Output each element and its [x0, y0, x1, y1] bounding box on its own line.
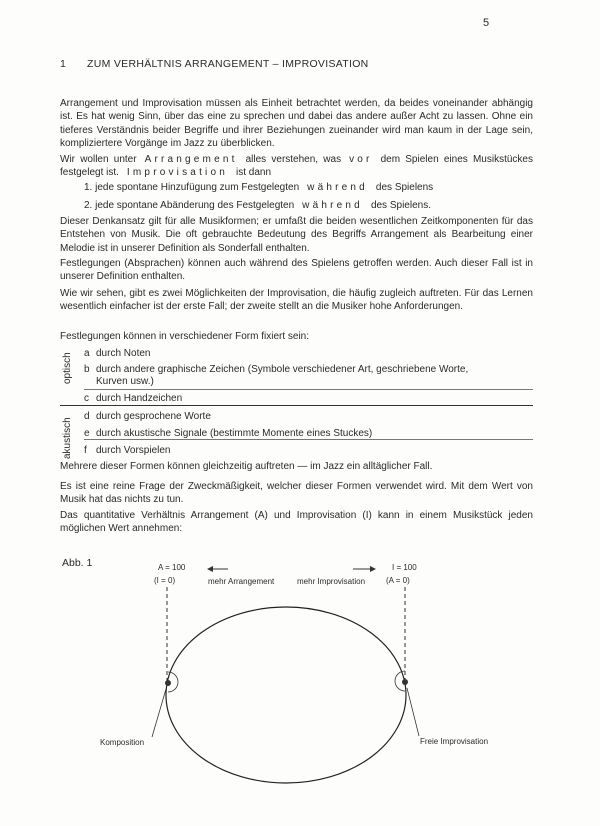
figure-label: Abb. 1 — [62, 557, 93, 569]
paragraph-1: Arrangement und Improvisation müssen als Einheit betrachtet werden, da beides voneinander abhängig ist. Es hat wenig Sinn, über das eine zu sprechen und dabei das andere außer Acht zu lassen. Ohne ein tieferes Verständnis beider Begriffe und ihrer Beziehungen zueinander wird man kaum in der Lage sein, kompliziertere Vorgänge im Jazz zu überblicken. — [60, 98, 533, 150]
label-mehr-arrangement: mehr Arrangement — [208, 577, 275, 586]
chapter-title: ZUM VERHÄLTNIS ARRANGEMENT – IMPROVISATION — [87, 58, 369, 70]
item-letter: a — [84, 348, 90, 359]
paragraph-8: Es ist eine reine Frage der Zweckmäßigkeit, welcher dieser Formen verwendet wird. Mit dem Wert von Musik hat das nichts zu tun. — [60, 481, 533, 506]
item-text: durch Handzeichen — [96, 393, 183, 404]
term-arrangement: Arrangement — [144, 154, 238, 165]
item-letter: d — [84, 411, 90, 422]
item-text: durch akustische Signale (bestimmte Momente eines Stuckes) — [96, 428, 373, 439]
item-letter: b — [84, 364, 90, 375]
point-komposition — [165, 680, 171, 686]
label-mehr-improvisation: mehr Improvisation — [297, 577, 366, 586]
p2-text: alles verstehen, was — [245, 154, 342, 165]
label-freie-improvisation: Freie Improvisation — [420, 737, 489, 746]
item-text: durch Vorspielen — [96, 445, 171, 456]
label-optisch: optisch — [62, 352, 73, 384]
item-letter: f — [84, 445, 87, 456]
p2-text: dem Spielen eines Musikstückes festgelegt ist. — [60, 154, 533, 179]
paragraph-4: Festlegungen (Absprachen) können auch während des Spielens getroffen werden. Auch dieser Fall ist in unserer Definition enthalten. — [60, 258, 533, 283]
list-text: des Spielens — [375, 182, 434, 193]
paragraph-9: Das quantitative Verhältnis Arrangement (A) und Improvisation (I) kann in einem Musikstück jeden möglichen Wert annehmen: — [60, 510, 533, 535]
term-waehrend: während — [302, 200, 363, 211]
point-freie-improvisation — [402, 679, 408, 685]
label-a-0: (A = 0) — [386, 576, 410, 585]
list-text: 1. jede spontane Hinzufügung zum Festgelegten — [84, 182, 300, 193]
page-number: 5 — [483, 17, 490, 29]
label-komposition: Komposition — [100, 738, 145, 747]
item-text: durch Noten — [96, 348, 151, 359]
p2-text: ist dann — [236, 167, 272, 179]
paragraph-6: Festlegungen können in verschiedener Form fixiert sein: — [60, 331, 310, 342]
form-item-b-cont: Kurven usw.) — [96, 376, 154, 387]
label-i-100: I = 100 — [392, 563, 417, 572]
paragraph-5: Wie wir sehen, gibt es zwei Möglichkeiten der Improvisation, die häufig zugleich auftreten. Für das Lernen wesentlich einfacher ist der erste Fall; der zweite stellt an die Musiker hohe Anforderungen. — [60, 288, 533, 313]
term-improvisation: Improvisation — [126, 167, 228, 179]
ellipse — [166, 607, 406, 783]
paragraph-3: Dieser Denkansatz gilt für alle Musikformen; er umfaßt die beiden wesentlichen Zeitkomponenten für das Entstehen von Musik. Die oft gebrauchte Bedeutung des Begriffs Arrangement als Bearbeitung einer Melodie ist in unserer Definition als Sonderfall enthalten. — [60, 216, 533, 254]
p2-text: Wir wollen unter — [60, 154, 137, 165]
label-akustisch: akustisch — [62, 417, 73, 459]
chapter-number: 1 — [60, 58, 67, 70]
list-text: 2. jede spontane Abänderung des Festgelegten — [84, 200, 295, 211]
term-vor: vor — [349, 154, 373, 165]
item-letter: e — [84, 428, 90, 439]
term-waehrend: während — [307, 182, 368, 193]
item-text: durch gesprochene Worte — [96, 411, 211, 422]
label-a-100: A = 100 — [158, 563, 186, 572]
item-text: durch andere graphische Zeichen (Symbole verschiedener Art, geschriebene Worte, — [96, 364, 469, 375]
paragraph-7: Mehrere dieser Formen können gleichzeitig auftreten — im Jazz ein alltäglicher Fall. — [60, 461, 433, 472]
list-text: des Spielens. — [370, 200, 431, 211]
label-i-0: (I = 0) — [154, 576, 176, 585]
item-letter: c — [84, 393, 89, 404]
